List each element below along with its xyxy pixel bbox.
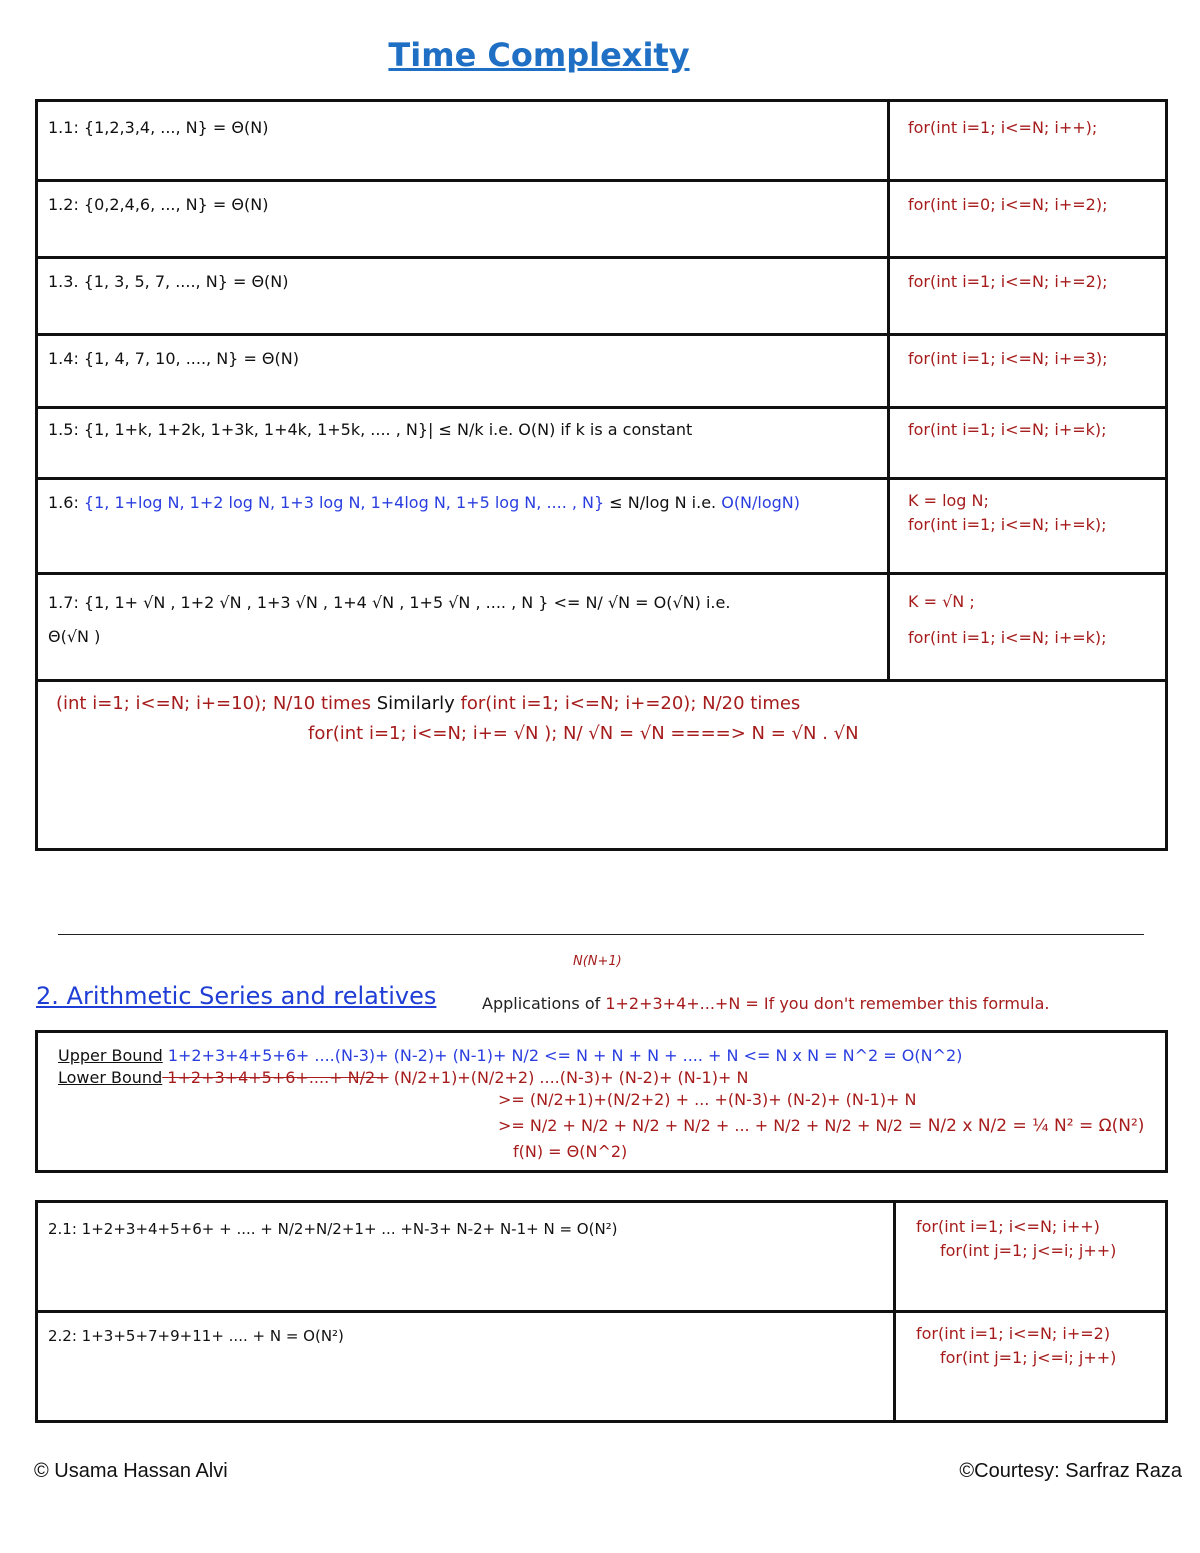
divider [58, 934, 1144, 935]
footer-courtesy: ©Courtesy: Sarfraz Raza [959, 1460, 1182, 1482]
formula-numerator: N(N+1) [573, 954, 622, 969]
row-expression: 1.2: {0,2,4,6, ..., N} = Θ(N) [48, 195, 269, 214]
row-expression: 1.5: {1, 1+k, 1+2k, 1+3k, 1+4k, 1+5k, .... , N}| ≤ N/k i.e. O(N) if k is a constant [48, 420, 693, 439]
page-title: Time Complexity [388, 36, 690, 74]
series-table [35, 1200, 1168, 1423]
row-expression [48, 491, 800, 515]
upper-bound-line: Upper Bound 1+2+3+4+5+6+ ....(N-3)+ (N-2)+ (N-1)+ N/2 <= N + N + N + .... + N <= N x N = N^2 = O(N^2) [58, 1046, 963, 1065]
complexity-table [35, 99, 1168, 851]
code-line: for(int j=1; j<=i; j++) [940, 1348, 1117, 1367]
table-row [38, 679, 1165, 851]
code-line: for(int j=1; j<=i; j++) [940, 1241, 1117, 1260]
section-heading: 2. Arithmetic Series and relatives [36, 982, 437, 1010]
code-line: K = √N ; [908, 592, 975, 611]
row-expression: 1.4: {1, 4, 7, 10, ...., N} = Θ(N) [48, 349, 299, 368]
row-code [908, 584, 1107, 656]
row-code: for(int i=0; i<=N; i+=2); [908, 195, 1108, 214]
bounds-box [35, 1030, 1168, 1173]
log-result: O(N/logN) [721, 493, 801, 512]
table-row [38, 256, 1165, 336]
row-code: for(int i=1; i<=N; i+=3); [908, 349, 1108, 368]
log-series: {1, 1+log N, 1+2 log N, 1+3 log N, 1+4log N, 1+5 log N, .... , N} [83, 493, 605, 512]
row-expression: 2.2: 1+3+5+7+9+11+ .... + N = O(N²) [48, 1327, 344, 1345]
table-row [38, 333, 1165, 409]
code-line: for(int i=1; i<=N; i+=k); [908, 628, 1107, 647]
row-code: for(int i=1; i<=N; i+=k); [908, 420, 1107, 439]
row-prefix: 1.6: [48, 493, 84, 512]
bound-result: f(N) = Θ(N^2) [513, 1142, 628, 1161]
code-line: K = log N; [908, 491, 989, 510]
table-row [38, 406, 1165, 480]
code-line: for(int i=1; i<=N; i++) [916, 1217, 1100, 1236]
row-expression: 2.1: 1+2+3+4+5+6+ + .... + N/2+N/2+1+ ... +N-3+ N-2+ N-1+ N = O(N²) [48, 1220, 618, 1238]
lower-bound-line: Lower Bound 1+2+3+4+5+6+....+ N/2+ (N/2+1)+(N/2+2) ....(N-3)+ (N-2)+ (N-1)+ N [58, 1068, 749, 1087]
table-row [38, 572, 1165, 682]
sqrt-result: Θ(√N ) [48, 627, 101, 646]
row-code [916, 1215, 1116, 1263]
row-expression: 1.1: {1,2,3,4, ..., N} = Θ(N) [48, 118, 269, 137]
code-line: for(int i=1; i<=N; i+=2) [916, 1324, 1111, 1343]
bound-step: >= N/2 + N/2 + N/2 + N/2 + ... + N/2 + N/2 + N/2 = N/2 x N/2 = ¼ N² = Ω(N²) [498, 1116, 1145, 1136]
table-row [38, 1203, 1165, 1313]
table-row [38, 1310, 1165, 1423]
row-expression [48, 586, 730, 654]
upper-bound-label: Upper Bound [58, 1046, 163, 1065]
footer-author: © Usama Hassan Alvi [34, 1460, 228, 1482]
table-row [38, 179, 1165, 259]
bound-step: >= (N/2+1)+(N/2+2) + ... +(N-3)+ (N-2)+ (N-1)+ N [498, 1090, 917, 1109]
lower-bound-label: Lower Bound [58, 1068, 163, 1087]
loop-note-line: (int i=1; i<=N; i+=10); N/10 times Similarly for(int i=1; i<=N; i+=20); N/20 times [56, 693, 801, 714]
row-code: for(int i=1; i<=N; i+=2); [908, 272, 1108, 291]
table-row [38, 477, 1165, 575]
row-code: for(int i=1; i<=N; i++); [908, 118, 1098, 137]
loop-note-line: for(int i=1; i<=N; i+= √N ); N/ √N = √N ====> N = √N . √N [308, 723, 859, 744]
section-subtitle: Applications of 1+2+3+4+...+N = If you don't remember this formula. [482, 994, 1050, 1013]
row-code [908, 489, 1107, 537]
table-row [38, 102, 1165, 182]
row-expression: 1.3. {1, 3, 5, 7, ...., N} = Θ(N) [48, 272, 289, 291]
row-mid: ≤ N/log N i.e. [604, 493, 722, 512]
row-code [916, 1322, 1116, 1370]
sqrt-series: 1.7: {1, 1+ √N , 1+2 √N , 1+3 √N , 1+4 √N , 1+5 √N , .... , N } <= N/ √N = O(√N) i.e. [48, 593, 731, 612]
code-line: for(int i=1; i<=N; i+=k); [908, 515, 1107, 534]
